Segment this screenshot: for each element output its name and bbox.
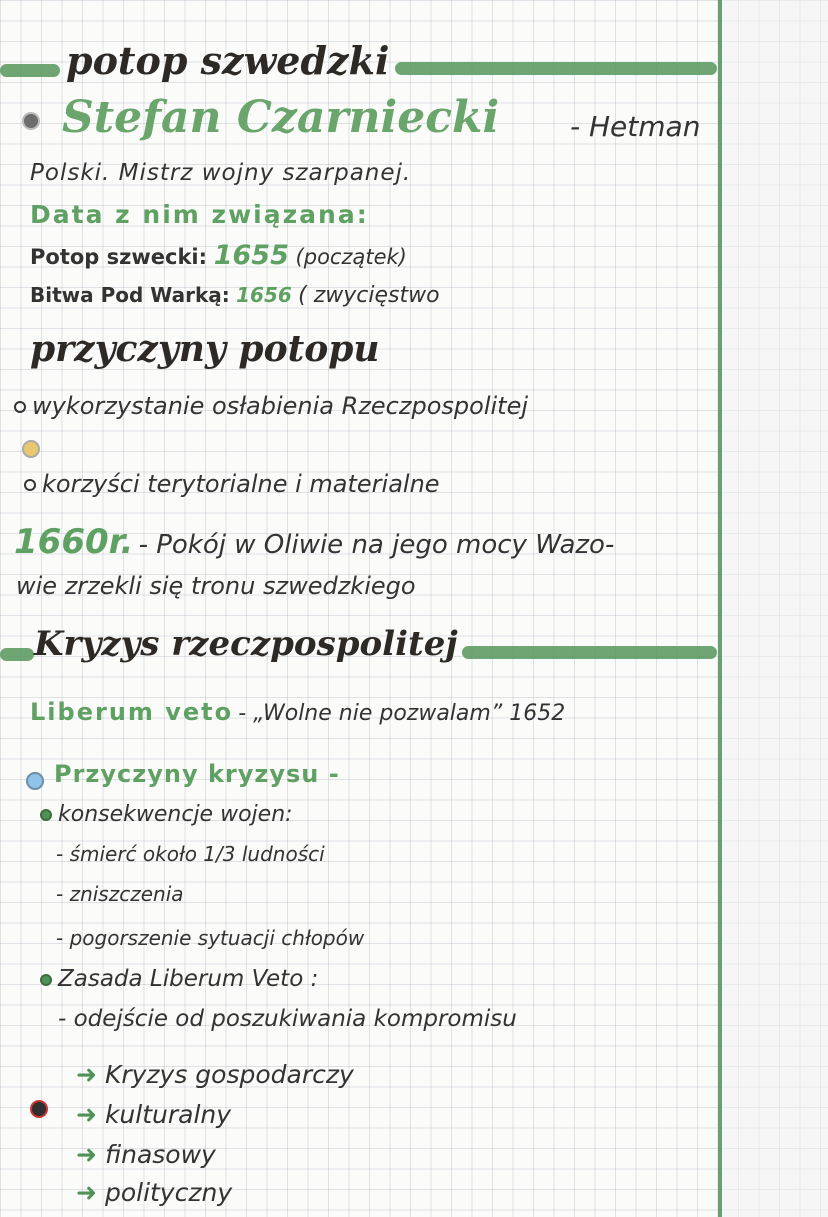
treaty-row: [14, 522, 614, 562]
date1-year: 1655: [213, 240, 289, 271]
margin-line: [718, 0, 722, 1217]
date1-note: (początek): [295, 245, 407, 269]
person-name: Stefan Czarniecki: [62, 92, 500, 143]
date2-label: Bitwa Pod Warką:: [30, 283, 230, 307]
bullet-dot-icon: [14, 401, 26, 413]
date-row-1: [30, 240, 407, 271]
section-heading-kryzys: Kryzys rzeczpospolitej: [34, 624, 458, 664]
arrow-item-1: ➜ Kryzys gospodarczy: [76, 1060, 354, 1089]
bullet-dot-icon: [24, 479, 36, 491]
treaty-year: 1660r.: [14, 522, 134, 562]
sticker-icon: [30, 1100, 48, 1118]
treaty-line-1: - Pokój w Oliwie na jego mocy Wazo-: [138, 530, 615, 560]
arrow-item-2: ➜ kulturalny: [76, 1100, 232, 1129]
dates-heading: Data z nim związana:: [30, 200, 369, 229]
treaty-line-2: wie zrzekli się tronu szwedzkiego: [16, 572, 416, 600]
arrow-right-icon: ➜: [76, 1178, 97, 1207]
date2-year: 1656: [236, 283, 292, 307]
liberum-term: Liberum veto: [30, 698, 234, 726]
arrow-right-icon: ➜: [76, 1060, 97, 1089]
liberum-veto-row: [30, 698, 565, 726]
arrow-right-icon: ➜: [76, 1140, 97, 1169]
arrow-item-4: ➜ polityczny: [76, 1178, 233, 1207]
sub-item-2: - zniszczenia: [56, 882, 184, 906]
item-liberum-rule: Zasada Liberum Veto :: [40, 966, 318, 992]
section-heading-potop: potop szwedzki: [66, 38, 390, 83]
heading-band-right: [462, 646, 717, 659]
cause-item-1: wykorzystanie osłabienia Rzeczpospolitej: [14, 392, 528, 420]
sticker-icon: [22, 112, 40, 130]
item-liberum-sub: - odejście od poszukiwania kompromisu: [58, 1006, 517, 1032]
causes-heading-kryzys: Przyczyny kryzysu -: [54, 760, 340, 788]
sub-item-3: - pogorszenie sytuacji chłopów: [56, 926, 365, 950]
heading-band-left: [0, 64, 60, 77]
date-row-2: [30, 283, 440, 308]
arrow-right-icon: ➜: [76, 1100, 97, 1129]
causes-heading-potop: przyczyny potopu: [30, 328, 380, 370]
notebook-right-margin: [722, 0, 828, 1217]
sticker-icon: [26, 772, 44, 790]
heading-band-left: [0, 648, 34, 661]
sub-item-1: - śmierć około 1/3 ludności: [56, 842, 325, 866]
date1-label: Potop szwecki:: [30, 245, 208, 269]
person-role: - Hetman: [570, 110, 701, 143]
sticker-icon: [22, 440, 40, 458]
person-description: Polski. Mistrz wojny szarpanej.: [30, 160, 412, 186]
liberum-definition: - „Wolne nie pozwalam” 1652: [238, 701, 566, 726]
arrow-item-3: ➜ finasowy: [76, 1140, 216, 1169]
bullet-dot-icon: [40, 974, 52, 986]
cause-item-2: korzyści terytorialne i materialne: [24, 470, 440, 498]
item-consequences: konsekwencje wojen:: [40, 802, 293, 827]
heading-band-right: [395, 62, 717, 75]
bullet-dot-icon: [40, 809, 52, 821]
date2-note: ( zwycięstwo: [298, 283, 440, 308]
